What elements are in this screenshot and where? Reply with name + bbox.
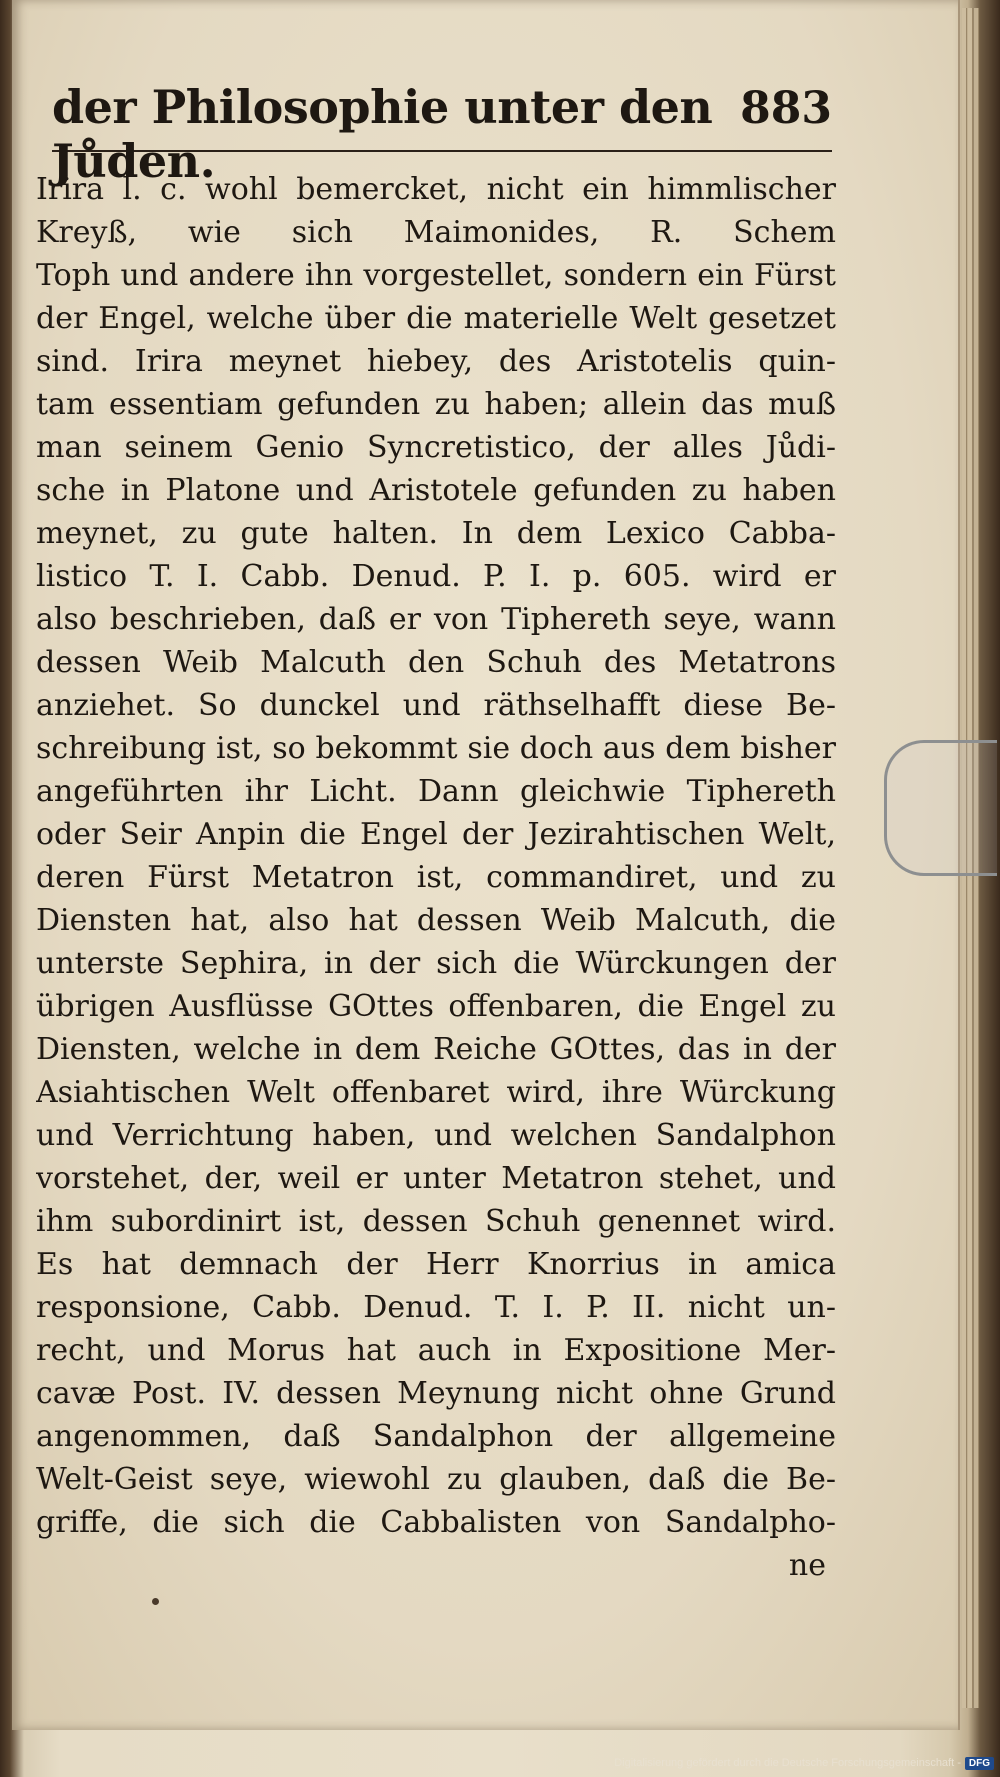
text-line: meynet, zu gute halten. In dem Lexico Cabba- — [36, 516, 836, 551]
paper-clip — [884, 740, 997, 876]
text-line: Toph und andere ihn vorgestellet, sondern ein Fürst — [36, 258, 836, 293]
text-line: sche in Platone und Aristotele gefunden zu haben — [36, 473, 836, 508]
text-line: cavæ Post. IV. dessen Meynung nicht ohne Grund — [36, 1376, 836, 1411]
running-title: der Philosophie unter den Jůden. — [52, 80, 713, 188]
text-line: Es hat demnach der Herr Knorrius in amica — [36, 1247, 836, 1282]
text-line: der Engel, welche über die materielle Welt gesetzet — [36, 301, 836, 336]
ink-spot — [152, 1598, 159, 1605]
catchword: ne — [788, 1548, 826, 1583]
text-line: Irira l. c. wohl bemercket, nicht ein himmlischer — [36, 172, 836, 207]
text-line: schreibung ist, so bekommt sie doch aus dem bisher — [36, 731, 836, 766]
text-line: responsione, Cabb. Denud. T. I. P. II. nicht un- — [36, 1290, 836, 1325]
text-line: listico T. I. Cabb. Denud. P. I. p. 605. wird er — [36, 559, 836, 594]
text-line: ihm subordinirt ist, dessen Schuh genennet wird. — [36, 1204, 836, 1239]
text-line: Diensten, welche in dem Reiche GOttes, das in der — [36, 1032, 836, 1067]
text-line: tam essentiam gefunden zu haben; allein das muß — [36, 387, 836, 422]
text-line: oder Seir Anpin die Engel der Jezirahtischen Welt, — [36, 817, 836, 852]
text-line: sind. Irira meynet hiebey, des Aristotelis quin- — [36, 344, 836, 379]
text-line: griffe, die sich die Cabbalisten von Sandalpho- — [36, 1505, 836, 1540]
page-number: 883 — [740, 83, 832, 134]
digitization-credit — [614, 1753, 994, 1773]
dfg-logo: DFG — [965, 1757, 994, 1770]
running-header — [52, 80, 832, 188]
text-line: unterste Sephira, in der sich die Würckungen der — [36, 946, 836, 981]
text-line: also beschrieben, daß er von Tiphereth seye, wann — [36, 602, 836, 637]
text-line: dessen Weib Malcuth den Schuh des Metatrons — [36, 645, 836, 680]
credit-text: Digitalisierung gefördert durch die Deutsche Forschungsgemeinschaft - — [614, 1757, 961, 1769]
text-line: und Verrichtung haben, und welchen Sandalphon — [36, 1118, 836, 1153]
text-line: deren Fürst Metatron ist, commandiret, und zu — [36, 860, 836, 895]
text-line: Welt-Geist seye, wiewohl zu glauben, daß die Be- — [36, 1462, 836, 1497]
text-line: übrigen Ausflüsse GOttes offenbaren, die Engel zu — [36, 989, 836, 1024]
body-text — [36, 168, 836, 1587]
text-line: angeführten ihr Licht. Dann gleichwie Tiphereth — [36, 774, 836, 809]
book-page — [12, 0, 960, 1730]
text-line: Diensten hat, also hat dessen Weib Malcuth, die — [36, 903, 836, 938]
text-line: angenommen, daß Sandalphon der allgemeine — [36, 1419, 836, 1454]
text-line: vorstehet, der, weil er unter Metatron stehet, und — [36, 1161, 836, 1196]
text-line: Asiahtischen Welt offenbaret wird, ihre Würckung — [36, 1075, 836, 1110]
text-line: anziehet. So dunckel und räthselhafft diese Be- — [36, 688, 836, 723]
text-line: man seinem Genio Syncretistico, der alles Jůdi- — [36, 430, 836, 465]
text-line: recht, und Morus hat auch in Expositione Mer- — [36, 1333, 836, 1368]
text-line: Kreyß, wie sich Maimonides, R. Schem — [36, 215, 836, 250]
